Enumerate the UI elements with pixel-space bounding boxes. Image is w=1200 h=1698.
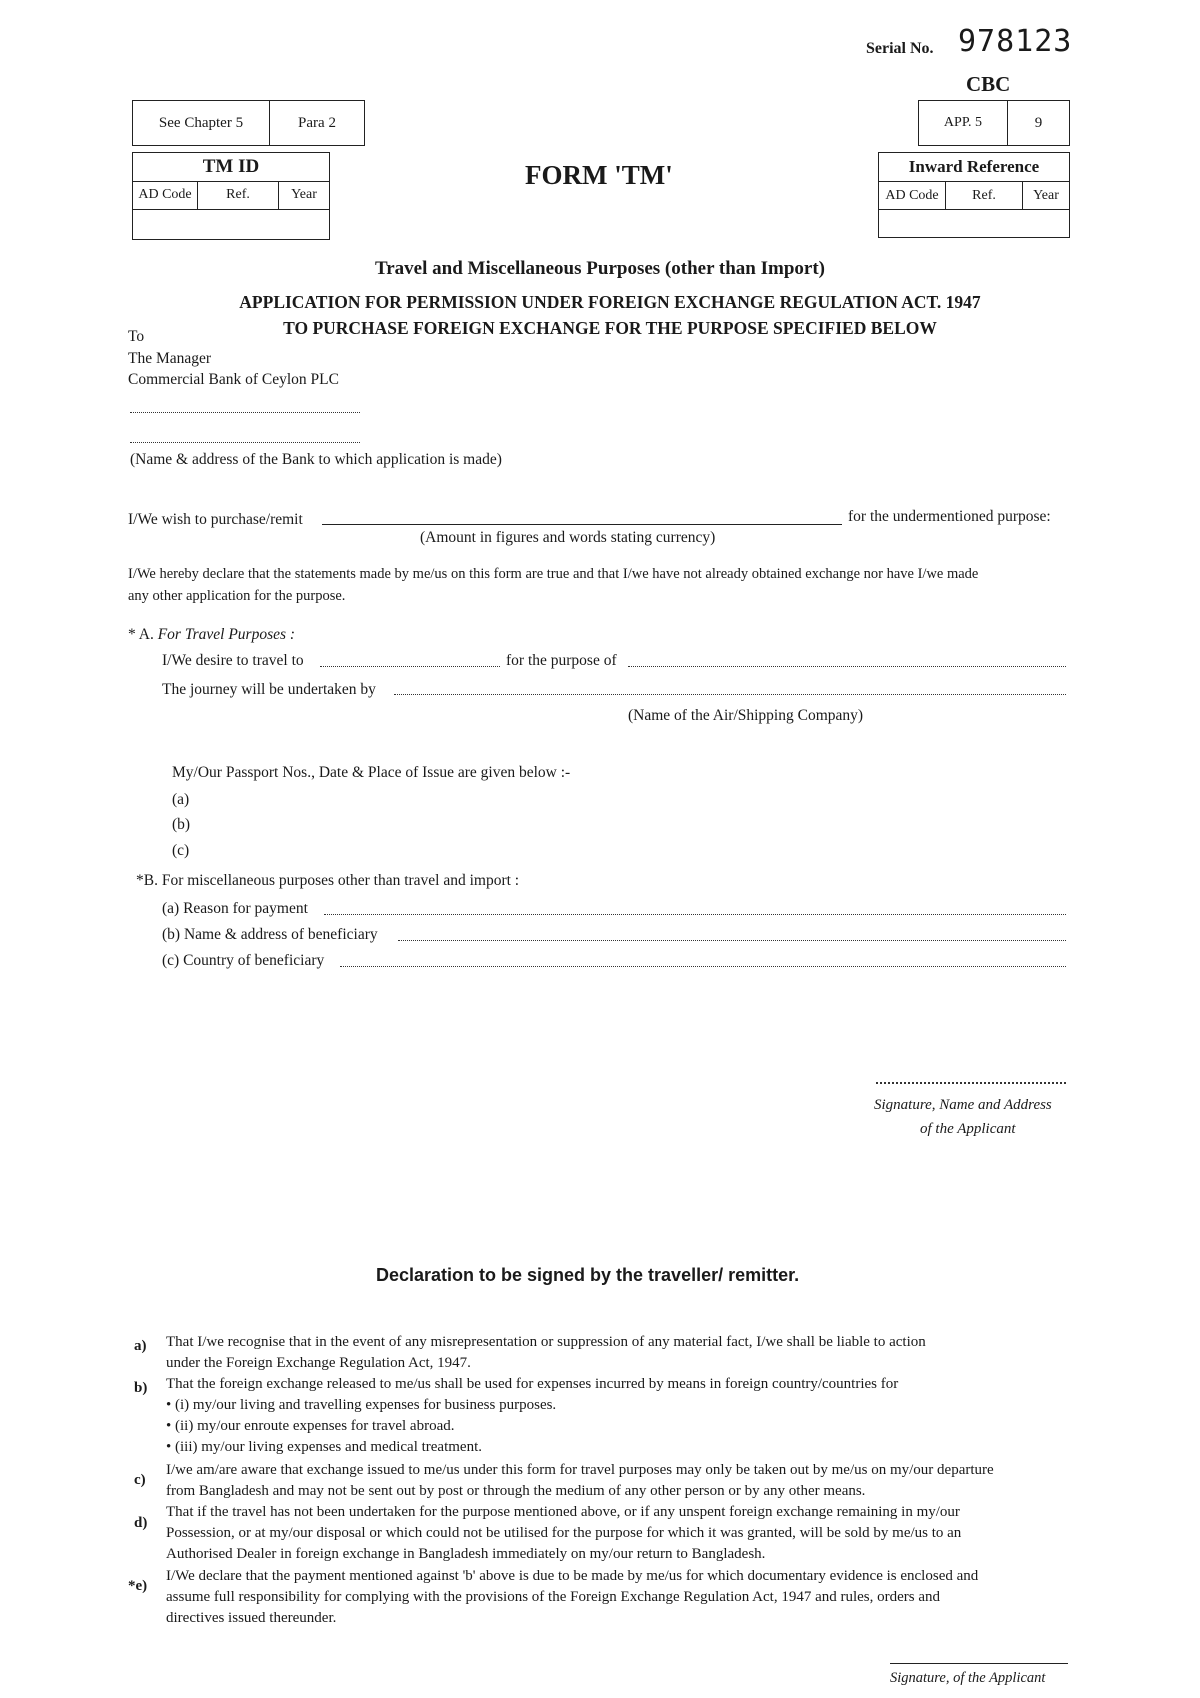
decl-e-line-2: assume full responsibility for complying with the provisions of the Foreign Exchange Regulation Act, 1947 and rules, orders and (166, 1589, 941, 1605)
passport-label: My/Our Passport Nos., Date & Place of Issue are given below :- (172, 764, 571, 781)
country-field[interactable] (340, 954, 1066, 967)
decl-b-item-3: • (iii) my/our living expenses and medical treatment. (166, 1439, 482, 1455)
bank-name: Commercial Bank of Ceylon PLC (128, 371, 339, 388)
bank-address-line-1[interactable] (130, 400, 360, 413)
amount-caption: (Amount in figures and words stating currency) (420, 529, 716, 546)
amount-input[interactable] (322, 514, 842, 525)
decl-b-label: b) (134, 1380, 148, 1396)
decl-c-line-2: from Bangladesh and may not be sent out by post or through the medium of any other person or by any other means. (166, 1483, 866, 1499)
signature-caption-line-1: Signature, Name and Address (874, 1097, 1052, 1113)
passport-item-c: (c) (172, 842, 190, 859)
decl-c-label: c) (134, 1472, 146, 1488)
tm-id-box (132, 152, 330, 240)
tm-year: Year (279, 181, 330, 210)
decl-d-line-3: Authorised Dealer in foreign exchange in Bangladesh immediately on my/our return to Bangladesh. (166, 1546, 766, 1562)
beneficiary-label: (b) Name & address of beneficiary (162, 926, 378, 943)
declaration-intro-line-1: I/We hereby declare that the statements made by me/us on this form are true and that I/we have not already obtained exchange nor have I/we made (128, 566, 979, 582)
heading-line-2: TO PURCHASE FOREIGN EXCHANGE FOR THE PURPOSE SPECIFIED BELOW (283, 318, 937, 338)
section-b-heading: *B. For miscellaneous purposes other than travel and import : (136, 872, 520, 889)
decl-e-label: *e) (128, 1578, 148, 1594)
decl-a (166, 1332, 1076, 1374)
app-number-cell: 9 (1008, 101, 1070, 146)
country-label: (c) Country of beneficiary (162, 952, 325, 969)
inward-ref: Ref. (946, 181, 1023, 210)
decl-d-line-1: That if the travel has not been undertaken for the purpose mentioned above, or if any unspent foreign exchange remaining in my/our (166, 1504, 960, 1520)
reason-label: (a) Reason for payment (162, 900, 308, 917)
purchase-suffix: for the undermentioned purpose: (848, 508, 1051, 525)
serial-label: Serial No. (866, 40, 934, 57)
form-title: FORM 'TM' (525, 160, 673, 190)
to-label: To (128, 328, 145, 345)
decl-c-line-1: I/we am/are aware that exchange issued to me/us under this form for travel purposes may only be taken out by me/us on my/our departure (166, 1462, 994, 1478)
declaration-title: Declaration to be signed by the traveller/ remitter. (376, 1265, 800, 1285)
bank-caption: (Name & address of the Bank to which application is made) (130, 451, 502, 468)
tm-ad-code: AD Code (133, 181, 198, 210)
chapter-cell: See Chapter 5 (133, 101, 270, 146)
decl-e-line-1: I/We declare that the payment mentioned against 'b' above is due to be made by me/us for which documentary evidence is enclosed and (166, 1568, 979, 1584)
travel-destination-field[interactable] (320, 654, 500, 667)
serial-number: 978123 (958, 24, 1073, 59)
carrier-field[interactable] (394, 682, 1066, 695)
chapter-box (132, 100, 365, 146)
manager-label: The Manager (128, 350, 212, 367)
carrier-caption: (Name of the Air/Shipping Company) (628, 707, 864, 724)
inward-reference-entry-field[interactable] (879, 210, 1070, 238)
section-a-title: For Travel Purposes : (157, 626, 296, 643)
decl-b-line-1: That the foreign exchange released to me/us shall be used for expenses incurred by means in foreign country/countries for (166, 1376, 899, 1392)
decl-d-label: d) (134, 1515, 148, 1531)
tm-id-entry-field[interactable] (133, 210, 330, 240)
decl-e (166, 1566, 1076, 1629)
purchase-text: I/We wish to purchase/remit (128, 511, 303, 528)
decl-c (166, 1460, 1076, 1502)
bank-address-line-2[interactable] (130, 430, 360, 443)
decl-d (166, 1502, 1076, 1565)
decl-b (166, 1374, 1076, 1458)
cbc-label: CBC (966, 72, 1011, 96)
inward-year: Year (1023, 181, 1070, 210)
beneficiary-field[interactable] (398, 928, 1066, 941)
heading-line-1: APPLICATION FOR PERMISSION UNDER FOREIGN EXCHANGE REGULATION ACT. 1947 (239, 292, 981, 312)
final-signature-caption: Signature, of the Applicant (890, 1670, 1046, 1686)
decl-b-item-1: • (i) my/our living and travelling expenses for business purposes. (166, 1397, 557, 1413)
inward-reference-box (878, 152, 1070, 238)
decl-e-line-3: directives issued thereunder. (166, 1610, 337, 1626)
final-signature-field[interactable] (890, 1663, 1068, 1664)
inward-ad-code: AD Code (879, 181, 946, 210)
signature-caption-line-2: of the Applicant (920, 1121, 1016, 1137)
decl-b-item-2: • (ii) my/our enroute expenses for travel abroad. (166, 1418, 455, 1434)
decl-a-line-1: That I/we recognise that in the event of any misrepresentation or suppression of any material fact, I/we shall be liable to action (166, 1334, 926, 1350)
tm-ref: Ref. (198, 181, 279, 210)
para-cell: Para 2 (270, 101, 365, 146)
app-cell: APP. 5 (919, 101, 1008, 146)
subtitle: Travel and Miscellaneous Purposes (other than Import) (374, 258, 825, 279)
travel-to-label: I/We desire to travel to (162, 652, 304, 669)
purpose-of-label: for the purpose of (506, 652, 617, 669)
tm-id-title: TM ID (133, 153, 330, 182)
passport-item-b: (b) (172, 816, 191, 833)
decl-a-line-2: under the Foreign Exchange Regulation Act, 1947. (166, 1355, 471, 1371)
travel-purpose-field[interactable] (628, 654, 1066, 667)
declaration-intro-line-2: any other application for the purpose. (128, 588, 346, 604)
reason-field[interactable] (324, 902, 1066, 915)
decl-a-label: a) (134, 1338, 147, 1354)
passport-item-a: (a) (172, 791, 190, 808)
applicant-signature-field[interactable] (876, 1070, 1066, 1084)
inward-reference-title: Inward Reference (879, 153, 1070, 182)
journey-label: The journey will be undertaken by (162, 681, 376, 698)
decl-d-line-2: Possession, or at my/our disposal or which could not be utilised for the purpose for which it was granted, will be sold by me/us to an (166, 1525, 962, 1541)
section-a-heading (128, 626, 295, 644)
section-a-star: * A. (128, 626, 154, 643)
app-box (918, 100, 1070, 146)
